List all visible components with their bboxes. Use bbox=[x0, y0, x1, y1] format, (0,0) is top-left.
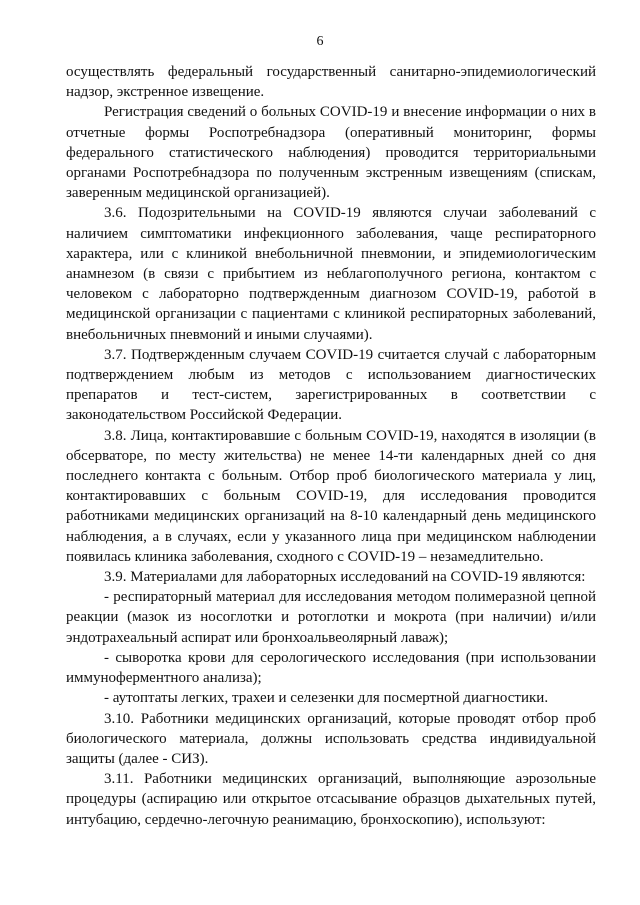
paragraph-continuation: осуществлять федеральный государственный санитарно-эпидемиологический надзор, экстренное извещение. bbox=[66, 64, 596, 101]
list-item-blood-serum: - сыворотка крови для серологического исследования (при использовании иммуноферментного анализа); bbox=[66, 649, 596, 687]
paragraph-registration: Регистрация сведений о больных COVID-19 и внесение информации о них в отчетные формы Роспотребнадзора (оперативный мониторинг, формы федерального статистического наблюдения) проводится территориальными органами Роспотребнадзора по полученным экстренным извещениям (спискам, заверенным медицинской организацией). bbox=[66, 104, 596, 202]
list-item-autopsy-material: - аутоптаты легких, трахеи и селезенки для посмертной диагностики. bbox=[104, 690, 549, 707]
page-number: 6 bbox=[316, 34, 324, 49]
paragraph-3-6: 3.6. Подозрительными на COVID-19 являются случаи заболеваний с наличием симптоматики инфекционного заболевания, чаще респираторного характера, или с клиникой внебольничной пневмонии, и эпидемиологическим анамнезом (в связи с прибытием из неблагополучного региона, контактом с человеком с лабораторно подтвержденным диагнозом COVID-19, работой в медицинской организации с пациентами с клиникой респираторных заболеваний, внебольничных пневмоний и иными случаями). bbox=[66, 205, 596, 343]
paragraph-3-10: 3.10. Работники медицинских организаций, которые проводят отбор проб биологического материала, должны использовать средства индивидуальной защиты (далее - СИЗ). bbox=[66, 710, 596, 767]
paragraph-3-11: 3.11. Работники медицинских организаций, выполняющие аэрозольные процедуры (аспирацию или открытое отсасывание образцов дыхательных путей, интубацию, сердечно-легочную реанимацию, бронхоскопию), используют: bbox=[66, 771, 596, 828]
paragraph-3-8: 3.8. Лица, контактировавшие с больным COVID-19, находятся в изоляции (в обсерваторе, по месту жительства) не менее 14-ти календарных дней со дня последнего контакта с больным. Отбор проб биологического материала у лиц, контактировавших с больным COVID-19, для исследования проводится работниками медицинских организаций на 8-10 календарный день медицинского наблюдения, а в случаях, если у указанного лица при медицинском наблюдении появилась клиника заболевания, сходного с COVID-19 – незамедлительно. bbox=[66, 427, 596, 565]
document-body bbox=[66, 62, 596, 830]
list-item-respiratory-material: - респираторный материал для исследования методом полимеразной цепной реакции (мазок из носоглотки и ротоглотки и мокрота (при наличии) и/или эндотрахеальный аспират или бронхоальвеолярный лаваж); bbox=[66, 589, 596, 646]
paragraph-3-9: 3.9. Материалами для лабораторных исследований на COVID-19 являются: bbox=[104, 569, 586, 586]
paragraph-3-7: 3.7. Подтвержденным случаем COVID-19 считается случай с лабораторным подтверждением любым из методов с использованием диагностических препаратов и тест-систем, зарегистрированных в соответствии с законодательством Российской Федерации. bbox=[66, 346, 596, 424]
